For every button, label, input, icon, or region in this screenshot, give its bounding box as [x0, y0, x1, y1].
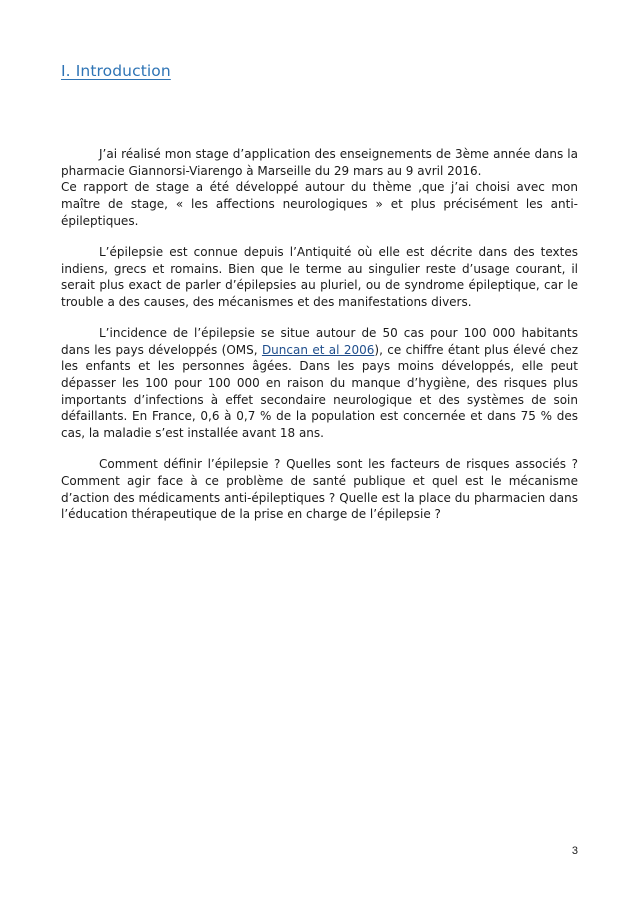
paragraph-incidence [61, 325, 578, 442]
paragraph-questions: Comment définir l’épilepsie ? Quelles sont les facteurs de risques associés ? Comment agir face à ce problème de santé publique et quel est le mécanisme d’action des médicaments anti-épileptiques ? Quelle est la place du pharmacien dans l’éducation thérapeutique de la prise en charge de l’épilepsie ? [61, 457, 578, 522]
section-heading: I. Introduction [61, 62, 171, 80]
paragraph-internship: J’ai réalisé mon stage d’application des enseignements de 3ème année dans la pharmacie Giannorsi-Viarengo à Marseille du 29 mars au 9 avril 2016. [61, 147, 578, 178]
page-number: 3 [571, 845, 578, 857]
body-text [61, 146, 578, 537]
paragraph-report-theme: Ce rapport de stage a été développé autour du thème ,que j’ai choisi avec mon maître de stage, « les affections neurologiques » et plus précisément les anti-épileptiques. [61, 180, 578, 228]
incidence-text-start: L’incidence de l’épilepsie se situe autour de 50 cas pour 100 000 habitants dans les pays développés (OMS, [61, 325, 578, 357]
reference-link-duncan[interactable]: Duncan et al 2006 [261, 342, 375, 357]
incidence-text-end: ), ce chiffre étant plus élevé chez les enfants et les personnes âgées. Dans les pays moins développés, elle peut dépasser les 100 pour 100 000 en raison du manque d’hygiène, des risques plus importants d’infections à effet secondaire neurologique et des systèmes de soin défaillants. En France, 0,6 à 0,7 % de la population est concernée et dans 75 % des cas, la maladie s’est installée avant 18 ans. [61, 342, 579, 441]
paragraph-epilepsy-history: L’épilepsie est connue depuis l’Antiquité où elle est décrite dans des textes indiens, grecs et romains. Bien que le terme au singulier reste d’usage courant, il serait plus exact de parler d’épilepsies au pluriel, ou de syndrome épileptique, car le trouble a des causes, des mécanismes et des manifestations divers. [61, 244, 578, 309]
